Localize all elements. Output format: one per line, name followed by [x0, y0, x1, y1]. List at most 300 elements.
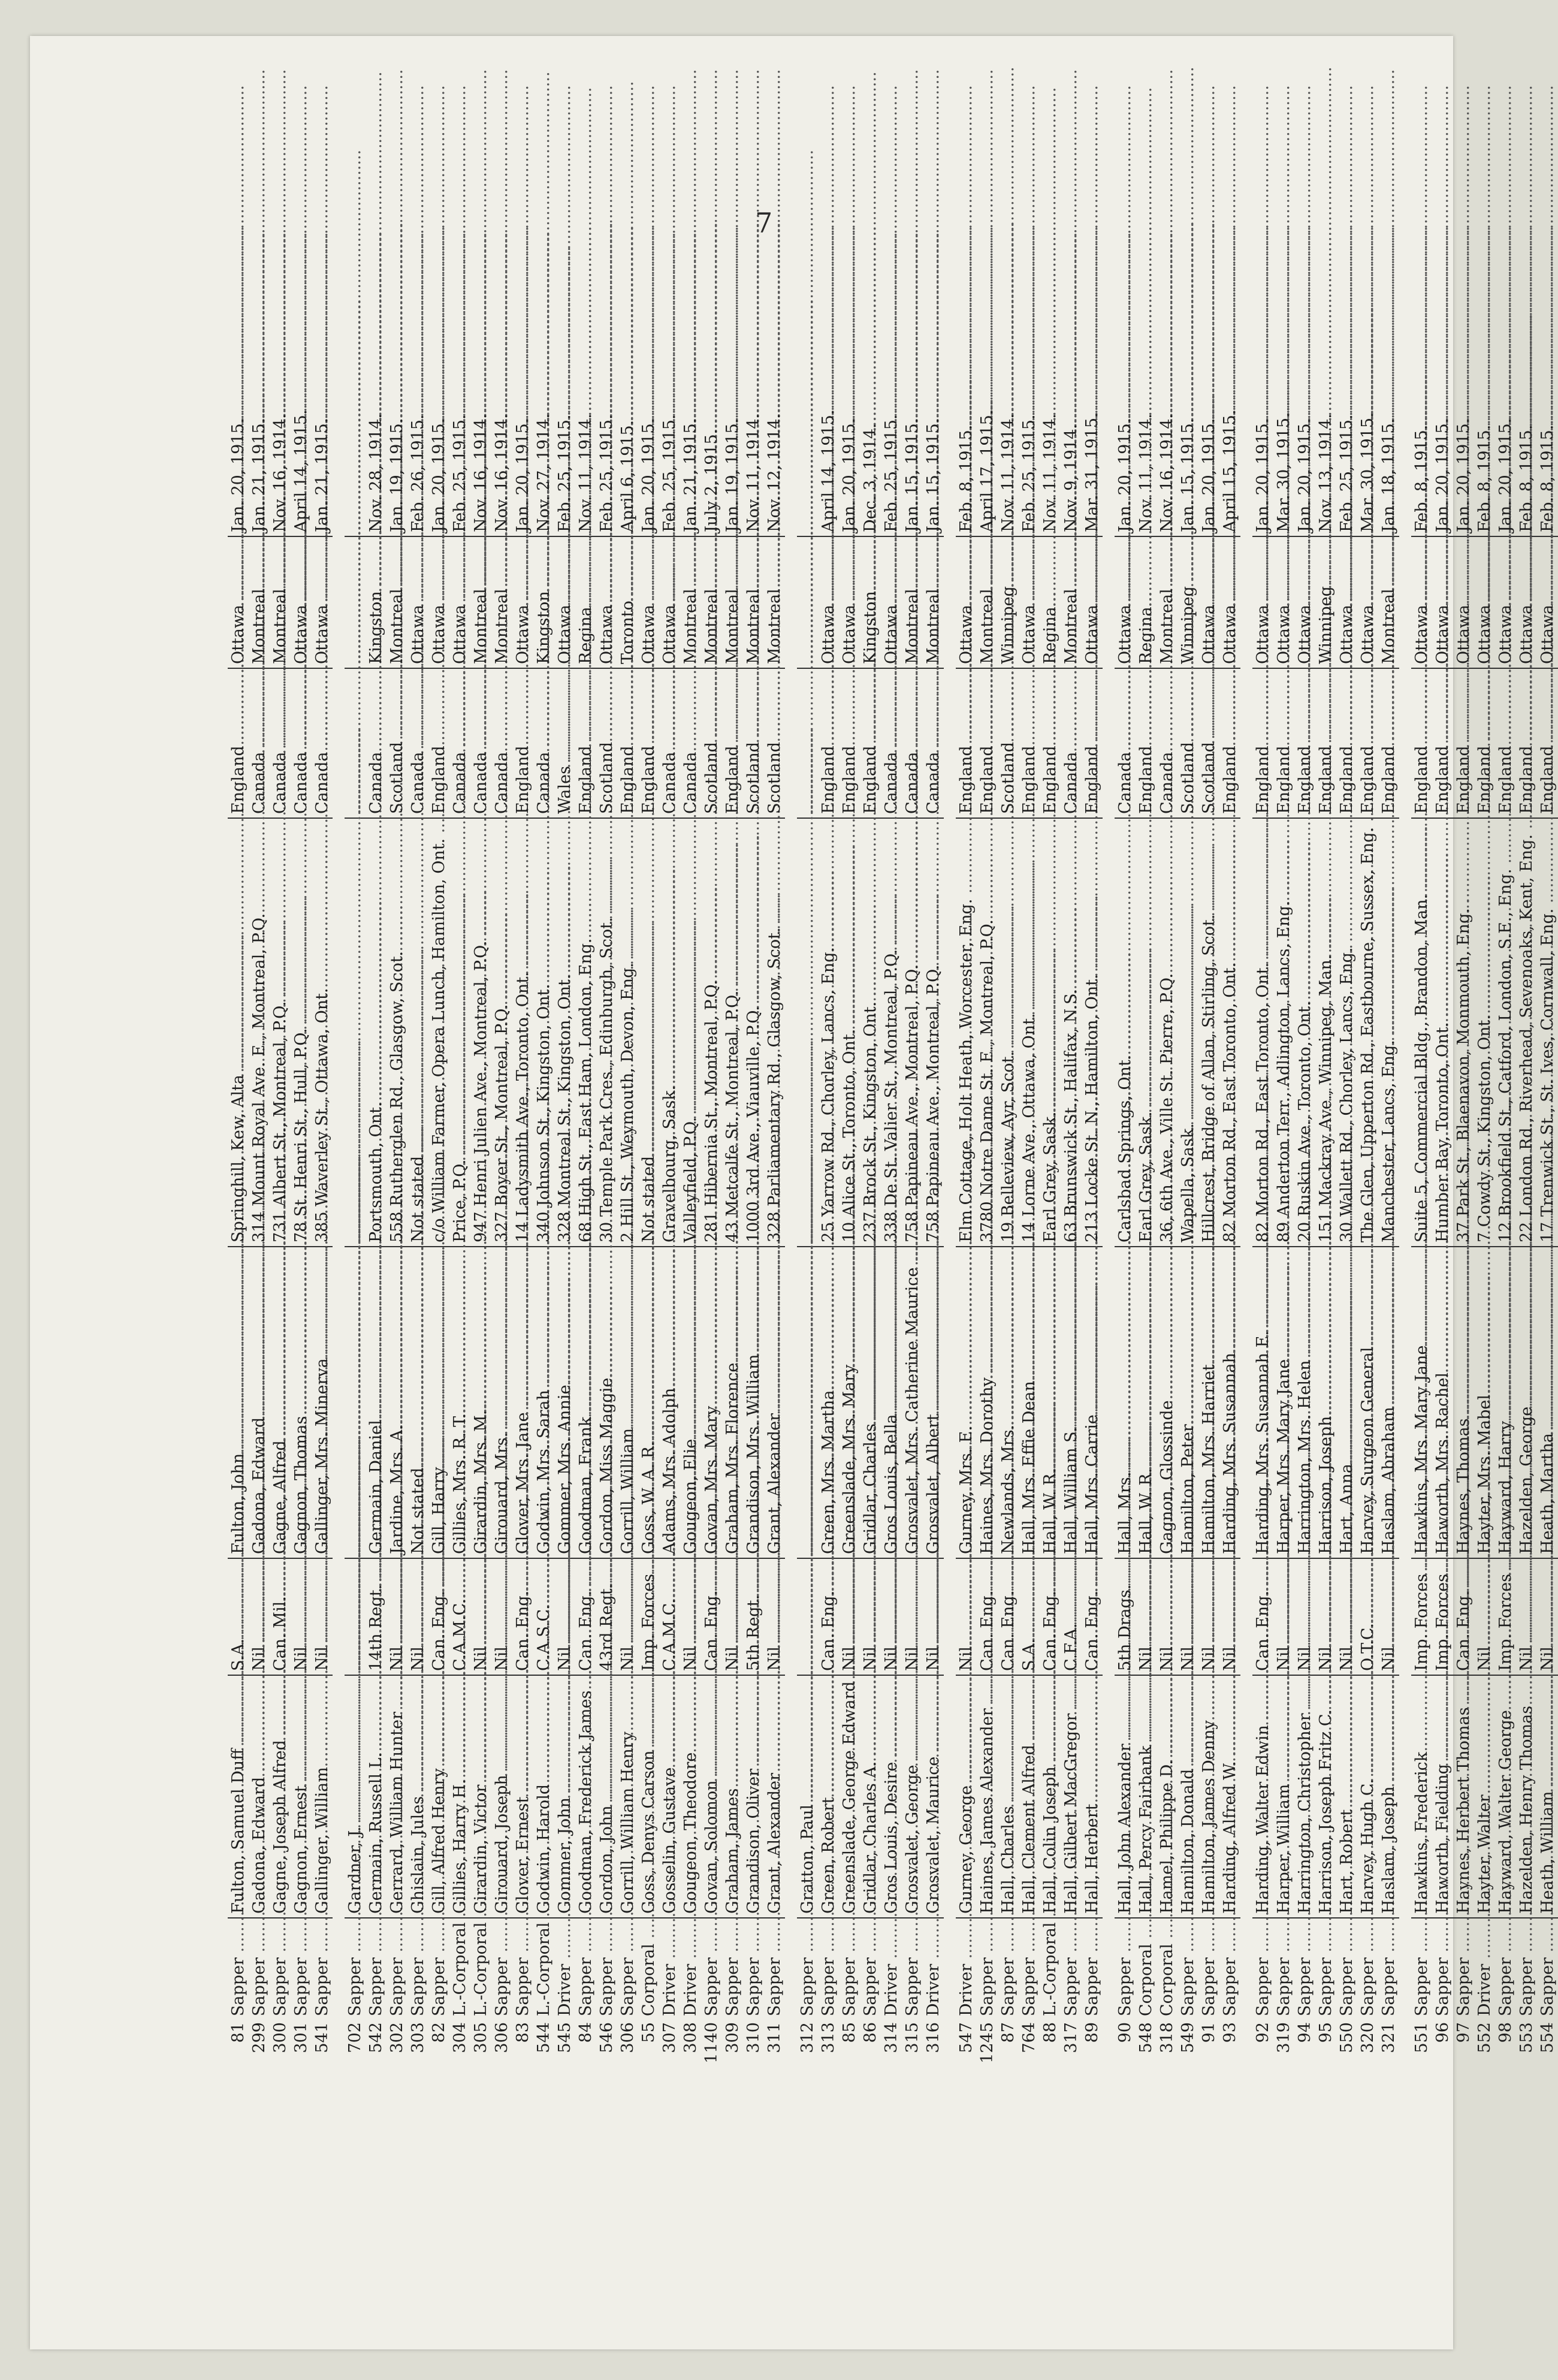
regimental-number-cell: 82: [430, 2022, 448, 2043]
enlistment-date-cell: Jan. 20, 1915.: [1200, 418, 1218, 532]
table-row: [977, 279, 998, 2077]
kin-address-cell: 63 Brunswick St., Halifax, N.S. .....: [1061, 818, 1082, 1247]
former-unit-cell: Nil .....: [1294, 1558, 1315, 1675]
regimental-number-cell: 93: [1221, 2022, 1239, 2043]
enlistment-date-cell: Nov. 16, 1914.: [1158, 414, 1176, 532]
table-row: [1273, 279, 1294, 2077]
kin-address-cell: 328 Montreal St., Kingston, Ont. .....: [554, 818, 575, 1247]
former-unit-cell: [797, 1558, 818, 1675]
birth-country-cell: England .....: [1474, 668, 1495, 818]
former-unit-cell: Nil .....: [554, 1558, 575, 1675]
rank-cell: L.-Corporal .....: [470, 1918, 491, 2020]
rank-cell: Sapper .....: [743, 1918, 764, 2020]
kin-address-cell: Portsmouth, Ont. .....: [366, 818, 387, 1247]
rank-cell: Sapper .....: [1252, 1918, 1273, 2020]
table-row: [998, 279, 1019, 2077]
birth-country-cell: England .....: [1294, 668, 1315, 818]
regimental-number-cell: 544: [535, 2022, 553, 2053]
enlistment-date-cell: Feb. 8, 1915.: [1475, 424, 1494, 532]
soldier-name-cell: Gurney, George .....: [956, 1675, 977, 1918]
enlistment-place-cell: Ottawa .....: [1432, 536, 1453, 668]
birth-country-cell: England .....: [617, 668, 638, 818]
birth-country-cell: Scotland .....: [1177, 668, 1198, 818]
former-unit-cell: 14th Regt. .....: [366, 1558, 387, 1675]
enlistment-place-cell: Montreal .....: [387, 536, 407, 668]
next-of-kin-cell: Girouard, Mrs. .....: [491, 1247, 512, 1558]
kin-address-cell: 2 Hill St., Weymouth, Devon, Eng. .....: [617, 818, 638, 1247]
spacer-cell: [1240, 279, 1252, 2077]
enlistment-place-cell: Montreal .....: [722, 536, 743, 668]
soldier-name-cell: Gallinger, William .....: [312, 1675, 333, 1918]
regimental-number-cell: 89: [1083, 2022, 1101, 2043]
enlistment-place-cell: Ottawa .....: [659, 536, 680, 668]
regimental-number-cell: 554: [1538, 2022, 1557, 2053]
birth-country-cell: Scotland .....: [743, 668, 764, 818]
rank-cell: Sapper .....: [1219, 1918, 1240, 2020]
kin-address-cell: 10 Alice St., Toronto, Ont. .....: [839, 818, 860, 1247]
enlistment-place-cell: Regina .....: [1136, 536, 1157, 668]
table-row: [1136, 279, 1157, 2077]
document-page: [30, 36, 1557, 2349]
table-row: [1198, 279, 1219, 2077]
next-of-kin-cell: Haworth, Mrs. Rachel .....: [1432, 1247, 1453, 1558]
soldier-name-cell: Gordon, John .....: [596, 1675, 617, 1918]
kin-address-cell: Hillcrest, Bridge of Allan, Stirling, Scot. .....: [1198, 818, 1219, 1247]
next-of-kin-cell: Gorrill, William .....: [617, 1247, 638, 1558]
table-row: [1115, 279, 1136, 2077]
former-unit-cell: Imp. Forces .....: [638, 1558, 659, 1675]
regimental-number-cell: 316: [924, 2022, 943, 2053]
nominal-roll-table: [228, 279, 1558, 2077]
enlistment-place-cell: Regina .....: [575, 536, 596, 668]
enlistment-place-cell: Ottawa .....: [407, 536, 428, 668]
regimental-number-cell: 764: [1020, 2022, 1038, 2053]
enlistment-date-cell: Nov. 11, 1914.: [576, 414, 595, 532]
table-row: [345, 279, 366, 2077]
former-unit-cell: Nil .....: [1219, 1558, 1240, 1675]
table-row: [1061, 279, 1082, 2077]
enlistment-place-cell: Montreal .....: [902, 536, 923, 668]
kin-address-cell: Wapella, Sask. .....: [1177, 818, 1198, 1247]
table-row: [923, 279, 944, 2077]
birth-country-cell: England .....: [1357, 668, 1378, 818]
rank-cell: Corporal .....: [638, 1918, 659, 2020]
birth-country-cell: England .....: [1082, 668, 1103, 818]
former-unit-cell: Nil .....: [1198, 1558, 1219, 1675]
kin-address-cell: c/o William Farmer, Opera Lunch, Hamilton, Ont. .....: [428, 818, 449, 1247]
soldier-name-cell: Gosselin, Gustave .....: [659, 1675, 680, 1918]
regimental-number-cell: 305: [472, 2022, 490, 2053]
former-unit-cell: 5th Drags. .....: [1115, 1558, 1136, 1675]
enlistment-place-cell: Ottawa .....: [554, 536, 575, 668]
regimental-number-cell: 98: [1496, 2022, 1515, 2043]
table-row: [743, 279, 764, 2077]
regimental-number-cell: 300: [271, 2022, 289, 2053]
next-of-kin-cell: Gagnon, Glossinde .....: [1157, 1247, 1177, 1558]
next-of-kin-cell: [345, 1247, 366, 1558]
next-of-kin-cell: Gros Louis, Bella .....: [881, 1247, 902, 1558]
enlistment-date-cell: Jan. 15, 1915.: [903, 418, 922, 532]
enlistment-place-cell: Montreal .....: [680, 536, 701, 668]
rank-cell: Sapper .....: [428, 1918, 449, 2020]
soldier-name-cell: Harding, Alfred W. .....: [1219, 1675, 1240, 1918]
rank-cell: Driver .....: [881, 1918, 902, 2020]
rank-cell: Sapper .....: [1019, 1918, 1040, 2020]
former-unit-cell: Nil .....: [764, 1558, 785, 1675]
soldier-name-cell: Hawkins, Frederick .....: [1411, 1675, 1432, 1918]
rank-cell: Sapper .....: [366, 1918, 387, 2020]
regimental-number-cell: 307: [660, 2022, 679, 2053]
enlistment-date-cell: Jan. 15, 1915.: [1179, 418, 1197, 532]
enlistment-date-cell: Jan. 20, 1915.: [229, 418, 247, 532]
soldier-name-cell: Godwin, Harold .....: [533, 1675, 554, 1918]
table-row: [428, 279, 449, 2077]
enlistment-place-cell: Ottawa .....: [1115, 536, 1136, 668]
kin-address-cell: 151 Mackray Ave., Winnipeg, Man. .....: [1315, 818, 1336, 1247]
enlistment-date-cell: Nov. 28, 1914.: [367, 414, 385, 532]
enlistment-place-cell: Montreal .....: [491, 536, 512, 668]
soldier-name-cell: Grandison, Oliver .....: [743, 1675, 764, 1918]
table-row: [1537, 279, 1558, 2077]
soldier-name-cell: Gratton, Paul .....: [797, 1675, 818, 1918]
next-of-kin-cell: Hayter, Mrs. Mabel .....: [1474, 1247, 1495, 1558]
next-of-kin-cell: Gill, Harry .....: [428, 1247, 449, 1558]
table-row: [1336, 279, 1357, 2077]
birth-country-cell: England .....: [818, 668, 839, 818]
soldier-name-cell: Hall, Percy Fairbank .....: [1136, 1675, 1157, 1918]
kin-address-cell: Gravelbourg, Sask. .....: [659, 818, 680, 1247]
regimental-number-cell: 545: [555, 2022, 574, 2053]
regimental-number-cell: 546: [597, 2022, 616, 2053]
kin-address-cell: 37 Park St., Blaenavon, Monmouth, Eng. .....: [1453, 818, 1474, 1247]
soldier-name-cell: Glover, Ernest .....: [512, 1675, 533, 1918]
rank-cell: Driver .....: [680, 1918, 701, 2020]
kin-address-cell: 78 St. Henri St., Hull, P.Q. .....: [291, 818, 312, 1247]
rank-cell: Sapper .....: [1495, 1918, 1516, 2020]
birth-country-cell: England .....: [1537, 668, 1558, 818]
birth-country-cell: Canada .....: [659, 668, 680, 818]
enlistment-date-cell: Jan. 19, 1915.: [723, 418, 742, 532]
enlistment-date-cell: Nov. 16, 1914.: [472, 414, 490, 532]
page-number: 7: [755, 207, 773, 239]
enlistment-place-cell: Ottawa .....: [512, 536, 533, 668]
rank-cell: Corporal .....: [1136, 1918, 1157, 2020]
soldier-name-cell: Gardner, J. .....: [345, 1675, 366, 1918]
next-of-kin-cell: Greenslade, Mrs. Mary .....: [839, 1247, 860, 1558]
kin-address-cell: 338 De St. Valier St., Montreal, P.Q. .....: [881, 818, 902, 1247]
rank-cell: Sapper .....: [1082, 1918, 1103, 2020]
kin-address-cell: The Glen, Upperton Rd., Eastbourne, Sussex, Eng. .....: [1357, 818, 1378, 1247]
table-row: [1082, 279, 1103, 2077]
kin-address-cell: 20 Ruskin Ave., Toronto, Ont. .....: [1294, 818, 1315, 1247]
rank-cell: Sapper .....: [797, 1918, 818, 2020]
enlistment-place-cell: Montreal .....: [701, 536, 722, 668]
next-of-kin-cell: Harrison, Joseph .....: [1315, 1247, 1336, 1558]
enlistment-date-cell: Feb. 25, 1915.: [882, 414, 901, 532]
enlistment-date-cell: Mar. 30, 1915.: [1358, 412, 1377, 532]
kin-address-cell: Suite 5, Commercial Bldg., Brandon, Man. .....: [1411, 818, 1432, 1247]
birth-country-cell: England .....: [722, 668, 743, 818]
regimental-number-cell: 321: [1379, 2022, 1398, 2053]
enlistment-date-cell: Feb. 25, 1915.: [597, 414, 616, 532]
group-spacer: [333, 279, 345, 2077]
kin-address-cell: 237 Brock St., Kingston, Ont. .....: [860, 818, 881, 1247]
soldier-name-cell: Graham, James .....: [722, 1675, 743, 1918]
spacer-cell: [333, 279, 345, 2077]
former-unit-cell: Can. Eng. .....: [701, 1558, 722, 1675]
kin-address-cell: Not stated .....: [638, 818, 659, 1247]
table-row: [1378, 279, 1399, 2077]
regimental-number-cell: 83: [514, 2022, 532, 2043]
birth-country-cell: [345, 668, 366, 818]
soldier-name-cell: Germain, Russell L. .....: [366, 1675, 387, 1918]
group-spacer: [944, 279, 956, 2077]
next-of-kin-cell: Fulton, John .....: [228, 1247, 249, 1558]
next-of-kin-cell: Adams, Mrs. Adolph .....: [659, 1247, 680, 1558]
rank-cell: Sapper .....: [1516, 1918, 1537, 2020]
enlistment-date-cell: Nov. 27, 1914.: [535, 414, 553, 532]
enlistment-place-cell: Ottawa .....: [291, 536, 312, 668]
former-unit-cell: Can. Eng. .....: [1252, 1558, 1273, 1675]
former-unit-cell: Can. Eng. .....: [818, 1558, 839, 1675]
enlistment-place-cell: Ottawa .....: [1082, 536, 1103, 668]
table-row: [533, 279, 554, 2077]
former-unit-cell: Can. Eng. .....: [428, 1558, 449, 1675]
table-row: [407, 279, 428, 2077]
enlistment-place-cell: Ottawa .....: [1198, 536, 1219, 668]
rank-cell: Sapper .....: [1411, 1918, 1432, 2020]
birth-country-cell: Scotland .....: [764, 668, 785, 818]
table-row: [1040, 279, 1061, 2077]
group-spacer: [1240, 279, 1252, 2077]
enlistment-date-cell: Jan. 20, 1915.: [514, 418, 532, 532]
former-unit-cell: O.T.C. .....: [1357, 1558, 1378, 1675]
kin-address-cell: 281 Hibernia St., Montreal, P.Q. .....: [701, 818, 722, 1247]
next-of-kin-cell: Green, Mrs. Martha .....: [818, 1247, 839, 1558]
former-unit-cell: S.A. .....: [228, 1558, 249, 1675]
kin-address-cell: 22 London Rd., Riverhead, Sevenoaks, Kent, Eng. .....: [1516, 818, 1537, 1247]
regimental-number-cell: 88: [1041, 2022, 1059, 2043]
soldier-name-cell: Heath, William .....: [1537, 1675, 1558, 1918]
former-unit-cell: Nil .....: [680, 1558, 701, 1675]
former-unit-cell: 43rd Regt. .....: [596, 1558, 617, 1675]
rank-cell: Sapper .....: [596, 1918, 617, 2020]
regimental-number-cell: 91: [1200, 2022, 1218, 2043]
birth-country-cell: Canada .....: [270, 668, 291, 818]
kin-address-cell: 314 Mount Royal Ave. E., Montreal, P.Q. .....: [249, 818, 270, 1247]
birth-country-cell: England .....: [977, 668, 998, 818]
enlistment-date-cell: April 14, 1915.: [819, 409, 838, 532]
rank-cell: Driver .....: [956, 1918, 977, 2020]
soldier-name-cell: Green, Robert .....: [818, 1675, 839, 1918]
table-row: [491, 279, 512, 2077]
kin-address-cell: Carlsbad Springs, Ont. .....: [1115, 818, 1136, 1247]
former-unit-cell: Can. Eng. .....: [1082, 1558, 1103, 1675]
soldier-name-cell: Gill, Alfred Henry .....: [428, 1675, 449, 1918]
regimental-number-cell: 1245: [978, 2022, 997, 2064]
group-spacer: [1103, 279, 1115, 2077]
enlistment-place-cell: Ottawa .....: [312, 536, 333, 668]
spacer-cell: [1399, 279, 1411, 2077]
enlistment-place-cell: Ottawa .....: [1411, 536, 1432, 668]
enlistment-place-cell: Ottawa .....: [596, 536, 617, 668]
kin-address-cell: Valleyfield, P.Q. .....: [680, 818, 701, 1247]
former-unit-cell: Nil .....: [617, 1558, 638, 1675]
former-unit-cell: Nil .....: [291, 1558, 312, 1675]
table-row: [701, 279, 722, 2077]
next-of-kin-cell: Gallinger, Mrs. Minerva .....: [312, 1247, 333, 1558]
rank-cell: Sapper .....: [1115, 1918, 1136, 2020]
next-of-kin-cell: Girardin, Mrs. M. .....: [470, 1247, 491, 1558]
rank-cell: Sapper .....: [270, 1918, 291, 2020]
former-unit-cell: [345, 1558, 366, 1675]
kin-address-cell: 947 Henri Julien Ave., Montreal, P.Q. .....: [470, 818, 491, 1247]
rank-cell: Sapper .....: [249, 1918, 270, 2020]
soldier-name-cell: Ghislain, Jules .....: [407, 1675, 428, 1918]
next-of-kin-cell: Harper, Mrs. Mary Jane .....: [1273, 1247, 1294, 1558]
rank-cell: Sapper .....: [1315, 1918, 1336, 2020]
kin-address-cell: 89 Anderton Terr., Adlington, Lancs, Eng. .....: [1273, 818, 1294, 1247]
enlistment-place-cell: Montreal .....: [1378, 536, 1399, 668]
rank-cell: Sapper .....: [312, 1918, 333, 2020]
regimental-number-cell: 550: [1337, 2022, 1356, 2053]
next-of-kin-cell: Germain, Daniel .....: [366, 1247, 387, 1558]
rank-cell: Sapper .....: [818, 1918, 839, 2020]
soldier-name-cell: Hall, Colin Joseph .....: [1040, 1675, 1061, 1918]
rank-cell: Sapper .....: [1378, 1918, 1399, 2020]
birth-country-cell: England .....: [1411, 668, 1432, 818]
regimental-number-cell: 86: [861, 2022, 880, 2043]
regimental-number-cell: 320: [1358, 2022, 1377, 2053]
enlistment-place-cell: Ottawa .....: [1474, 536, 1495, 668]
former-unit-cell: Can. Mil. .....: [270, 1558, 291, 1675]
enlistment-date-cell: Jan. 20, 1915.: [639, 418, 658, 532]
rank-cell: Sapper .....: [575, 1918, 596, 2020]
regimental-number-cell: 313: [819, 2022, 838, 2053]
birth-country-cell: England .....: [839, 668, 860, 818]
enlistment-place-cell: Ottawa .....: [449, 536, 470, 668]
enlistment-place-cell: Montreal .....: [470, 536, 491, 668]
enlistment-date-cell: Feb. 25, 1915.: [660, 414, 679, 532]
next-of-kin-cell: Hayward, Harry .....: [1495, 1247, 1516, 1558]
rank-cell: Driver .....: [923, 1918, 944, 2020]
next-of-kin-cell: Heath, Martha .....: [1537, 1247, 1558, 1558]
enlistment-date-cell: Feb. 8, 1915.: [1517, 424, 1536, 532]
birth-country-cell: England .....: [638, 668, 659, 818]
birth-country-cell: Canada .....: [1157, 668, 1177, 818]
soldier-name-cell: Hart, Robert .....: [1336, 1675, 1357, 1918]
rank-cell: Sapper .....: [902, 1918, 923, 2020]
table-row: [680, 279, 701, 2077]
enlistment-place-cell: Ottawa .....: [1252, 536, 1273, 668]
next-of-kin-cell: Gommer, Mrs. Annie .....: [554, 1247, 575, 1558]
former-unit-cell: Can. Eng. .....: [998, 1558, 1019, 1675]
birth-country-cell: England .....: [1219, 668, 1240, 818]
next-of-kin-cell: Hawkins, Mrs. Mary Jane .....: [1411, 1247, 1432, 1558]
rank-cell: Sapper .....: [407, 1918, 428, 2020]
regimental-number-cell: 306: [618, 2022, 637, 2053]
soldier-name-cell: Harrison, Joseph Fritz C. .....: [1315, 1675, 1336, 1918]
group-spacer: [1399, 279, 1411, 2077]
enlistment-place-cell: Kingston .....: [533, 536, 554, 668]
regimental-number-cell: 548: [1137, 2022, 1155, 2053]
table-row: [1357, 279, 1378, 2077]
soldier-name-cell: Hall, Charles .....: [998, 1675, 1019, 1918]
kin-address-cell: 43 Metcalfe St., Montreal, P.Q. .....: [722, 818, 743, 1247]
next-of-kin-cell: Harding, Mrs. Susannah .....: [1219, 1247, 1240, 1558]
former-unit-cell: Nil .....: [407, 1558, 428, 1675]
former-unit-cell: Nil .....: [491, 1558, 512, 1675]
former-unit-cell: Nil .....: [1136, 1558, 1157, 1675]
kin-address-cell: 7 Cowdy St., Kingston, Ont. .....: [1474, 818, 1495, 1247]
soldier-name-cell: Goodman, Frederick James .....: [575, 1675, 596, 1918]
former-unit-cell: Nil .....: [881, 1558, 902, 1675]
enlistment-date-cell: Nov. 12, 1914.: [765, 414, 784, 532]
next-of-kin-cell: Gridlar, Charles .....: [860, 1247, 881, 1558]
next-of-kin-cell: Hazelden, George .....: [1516, 1247, 1537, 1558]
birth-country-cell: Canada .....: [923, 668, 944, 818]
regimental-number-cell: 310: [744, 2022, 763, 2053]
soldier-name-cell: Hayter, Walter .....: [1474, 1675, 1495, 1918]
table-row: [1474, 279, 1495, 2077]
birth-country-cell: Canada .....: [1115, 668, 1136, 818]
spacer-cell: [944, 279, 956, 2077]
kin-address-cell: Not stated .....: [407, 818, 428, 1247]
birth-country-cell: England .....: [1136, 668, 1157, 818]
kin-address-cell: 19 Belleview, Ayr, Scot. .....: [998, 818, 1019, 1247]
rank-cell: Corporal .....: [1157, 1918, 1177, 2020]
enlistment-place-cell: Ottawa .....: [1453, 536, 1474, 668]
regimental-number-cell: 303: [409, 2022, 427, 2053]
former-unit-cell: C.A.S.C. .....: [533, 1558, 554, 1675]
next-of-kin-cell: Grandison, Mrs. William .....: [743, 1247, 764, 1558]
birth-country-cell: England .....: [860, 668, 881, 818]
soldier-name-cell: Haynes, Herbert Thomas .....: [1453, 1675, 1474, 1918]
enlistment-place-cell: [797, 536, 818, 668]
soldier-name-cell: Gerrard, William Hunter .....: [387, 1675, 407, 1918]
next-of-kin-cell: Graham, Mrs. Florence .....: [722, 1247, 743, 1558]
kin-address-cell: 30 Wallett Rd., Chorley, Lancs, Eng. .....: [1336, 818, 1357, 1247]
former-unit-cell: Nil .....: [923, 1558, 944, 1675]
table-row: [1219, 279, 1240, 2077]
enlistment-date-cell: Nov. 11, 1914.: [1041, 414, 1059, 532]
former-unit-cell: Nil .....: [1516, 1558, 1537, 1675]
next-of-kin-cell: Hall, Mrs. .....: [1115, 1247, 1136, 1558]
next-of-kin-cell: Haslam, Abraham .....: [1378, 1247, 1399, 1558]
former-unit-cell: Imp. Forces .....: [1432, 1558, 1453, 1675]
table-row: [638, 279, 659, 2077]
next-of-kin-cell: Govan, Mrs. Mary .....: [701, 1247, 722, 1558]
table-row: [512, 279, 533, 2077]
table-row: [818, 279, 839, 2077]
kin-address-cell: 558 Rutherglen Rd., Glasgow, Scot. .....: [387, 818, 407, 1247]
former-unit-cell: Nil .....: [860, 1558, 881, 1675]
next-of-kin-cell: Hall, W. R. .....: [1136, 1247, 1157, 1558]
regimental-number-cell: 312: [798, 2022, 817, 2053]
regimental-number-cell: 318: [1158, 2022, 1176, 2053]
rank-cell: Sapper .....: [1537, 1918, 1558, 2020]
enlistment-place-cell: Montreal .....: [923, 536, 944, 668]
enlistment-place-cell: Ottawa .....: [1219, 536, 1240, 668]
birth-country-cell: [797, 668, 818, 818]
table-row: [1252, 279, 1273, 2077]
enlistment-place-cell: Kingston .....: [366, 536, 387, 668]
soldier-name-cell: Gridlar, Charles A. .....: [860, 1675, 881, 1918]
table-row: [228, 279, 249, 2077]
kin-address-cell: 1000 3rd Ave., Viauville, P.Q. .....: [743, 818, 764, 1247]
former-unit-cell: Can. Eng. .....: [1040, 1558, 1061, 1675]
birth-country-cell: England .....: [428, 668, 449, 818]
